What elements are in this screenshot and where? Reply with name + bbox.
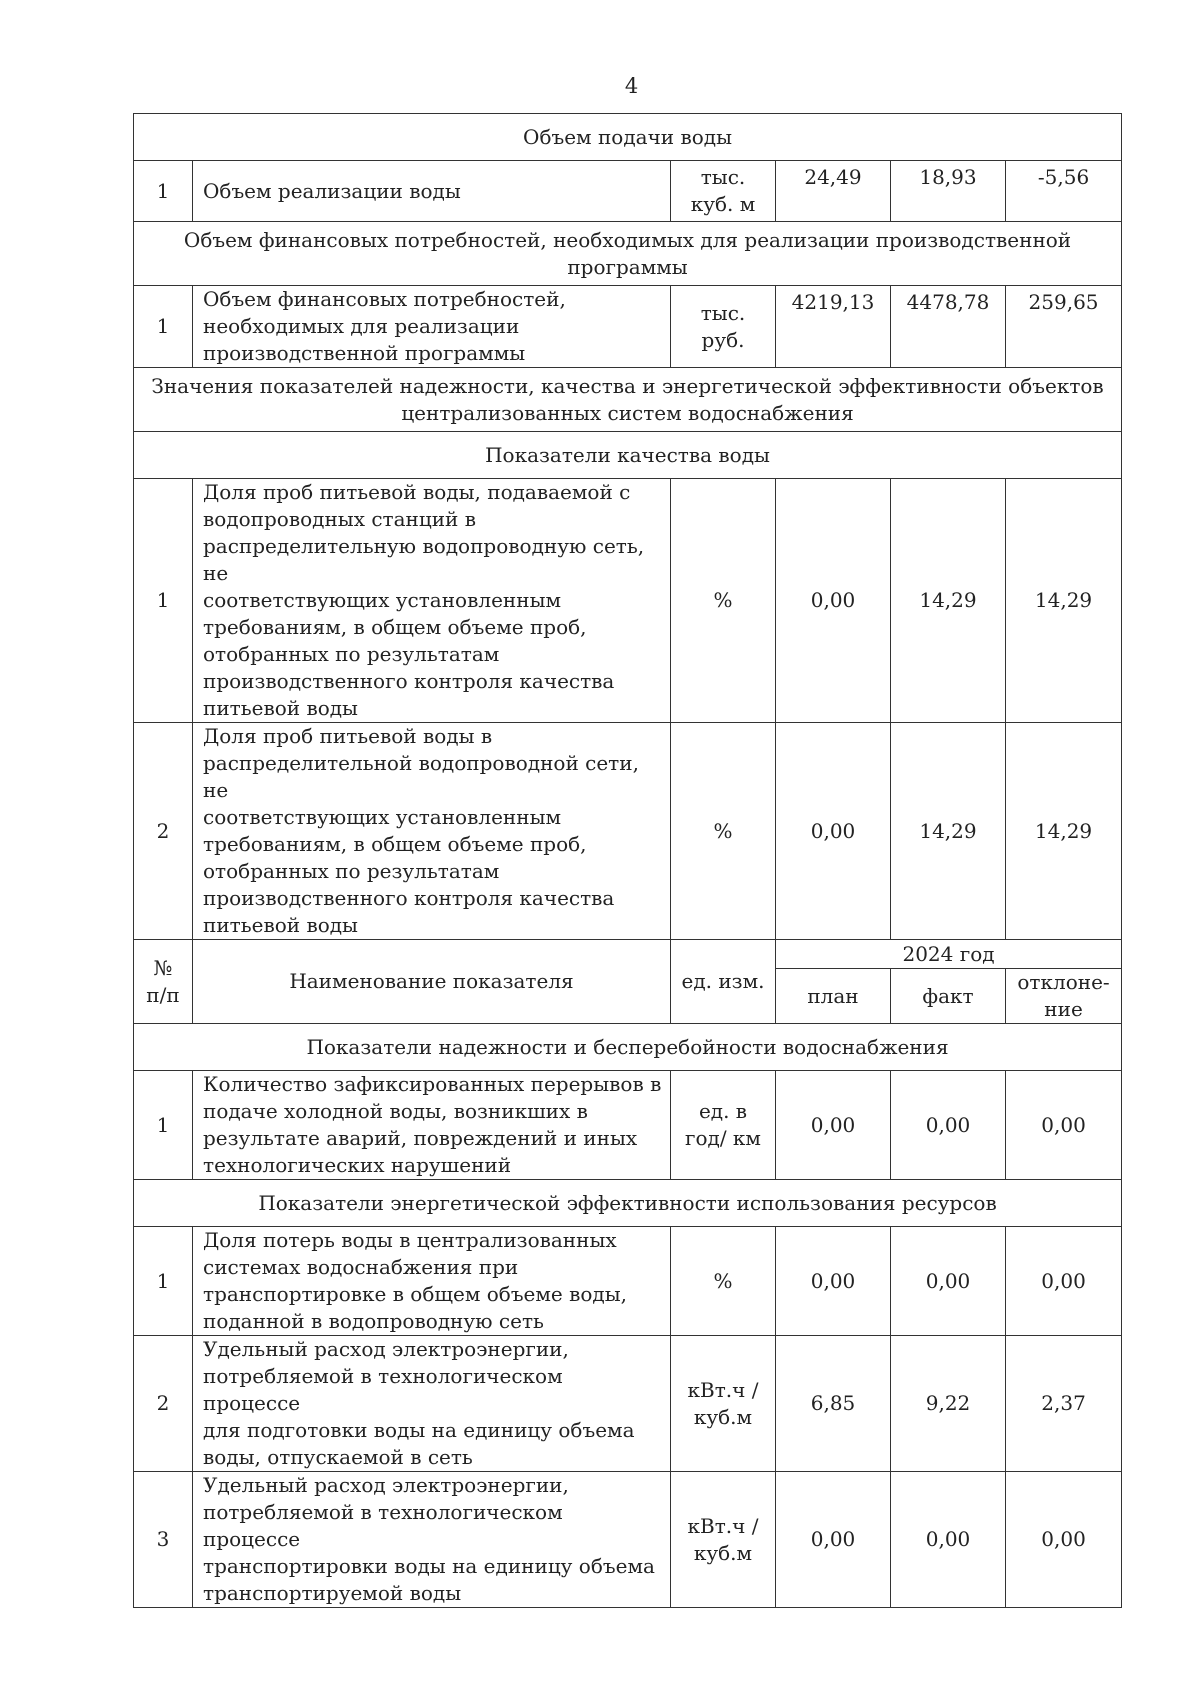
plan-value: 0,00 [776, 1472, 891, 1608]
plan-value: 0,00 [776, 479, 891, 723]
table-row [134, 723, 1122, 940]
indicator-name: Объем финансовых потребностей, необходимых для реализации производственной программы [193, 286, 671, 368]
plan-value: 0,00 [776, 1071, 891, 1180]
page-number: 4 [624, 74, 639, 98]
row-number: 1 [134, 286, 193, 368]
row-number: 1 [134, 479, 193, 723]
plan-value: 0,00 [776, 723, 891, 940]
deviation-value: 2,37 [1006, 1336, 1122, 1472]
table-row [134, 1472, 1122, 1608]
table-row [134, 1336, 1122, 1472]
header-row [134, 940, 1122, 969]
deviation-value: 14,29 [1006, 723, 1122, 940]
unit-cell: тыс. куб. м [671, 161, 776, 222]
deviation-value: 14,29 [1006, 479, 1122, 723]
unit-cell: кВт.ч / куб.м [671, 1336, 776, 1472]
table-row [134, 1071, 1122, 1180]
plan-value: 0,00 [776, 1227, 891, 1336]
fact-value: 14,29 [891, 479, 1006, 723]
fact-value: 9,22 [891, 1336, 1006, 1472]
section-row [134, 222, 1122, 286]
deviation-value: 0,00 [1006, 1472, 1122, 1608]
unit-cell: ед. в год/ км [671, 1071, 776, 1180]
section-row [134, 1024, 1122, 1071]
header-plan: план [776, 969, 891, 1024]
indicator-name: Доля проб питьевой воды в распределительной водопроводной сети, не соответствующих установленным требованиям, в общем объеме проб, отобранных по результатам производственного контроля качества питьевой воды [193, 723, 671, 940]
section-title-finance: Объем финансовых потребностей, необходимых для реализации производственной программы [134, 222, 1122, 286]
deviation-value: -5,56 [1006, 161, 1122, 222]
deviation-value: 0,00 [1006, 1071, 1122, 1180]
indicator-name: Количество зафиксированных перерывов в подаче холодной воды, возникших в результате аварий, повреждений и иных технологических нарушений [193, 1071, 671, 1180]
row-number: 3 [134, 1472, 193, 1608]
section-row [134, 1180, 1122, 1227]
table-row [134, 1227, 1122, 1336]
row-number: 1 [134, 161, 193, 222]
indicator-name: Удельный расход электроэнергии, потребляемой в технологическом процессе для подготовки воды на единицу объема воды, отпускаемой в сеть [193, 1336, 671, 1472]
deviation-value: 0,00 [1006, 1227, 1122, 1336]
header-num: № п/п [134, 940, 193, 1024]
plan-value: 6,85 [776, 1336, 891, 1472]
header-year: 2024 год [776, 940, 1122, 969]
table-row [134, 161, 1122, 222]
section-title-supply: Объем подачи воды [134, 114, 1122, 161]
fact-value: 0,00 [891, 1227, 1006, 1336]
section-row [134, 368, 1122, 432]
fact-value: 18,93 [891, 161, 1006, 222]
indicator-name: Объем реализации воды [193, 161, 671, 222]
deviation-value: 259,65 [1006, 286, 1122, 368]
indicator-name: Доля потерь воды в централизованных системах водоснабжения при транспортировке в общем объеме воды, поданной в водопроводную сеть [193, 1227, 671, 1336]
row-number: 1 [134, 1071, 193, 1180]
header-name: Наименование показателя [193, 940, 671, 1024]
header-unit: ед. изм. [671, 940, 776, 1024]
unit-cell: тыс. руб. [671, 286, 776, 368]
fact-value: 0,00 [891, 1472, 1006, 1608]
fact-value: 14,29 [891, 723, 1006, 940]
unit-cell: % [671, 723, 776, 940]
unit-cell: % [671, 479, 776, 723]
row-number: 2 [134, 1336, 193, 1472]
header-fact: факт [891, 969, 1006, 1024]
table-row [134, 286, 1122, 368]
indicator-name: Удельный расход электроэнергии, потребляемой в технологическом процессе транспортировки воды на единицу объема транспортируемой воды [193, 1472, 671, 1608]
plan-value: 4219,13 [776, 286, 891, 368]
section-title-quality: Показатели качества воды [134, 432, 1122, 479]
indicators-table [133, 113, 1122, 1608]
section-row [134, 114, 1122, 161]
fact-value: 4478,78 [891, 286, 1006, 368]
indicator-name: Доля проб питьевой воды, подаваемой с водопроводных станций в распределительную водопроводную сеть, не соответствующих установленным требованиям, в общем объеме проб, отобранных по результатам производственного контроля качества питьевой воды [193, 479, 671, 723]
row-number: 1 [134, 1227, 193, 1336]
section-title-reliability: Показатели надежности и бесперебойности водоснабжения [134, 1024, 1122, 1071]
section-title-energy: Показатели энергетической эффективности использования ресурсов [134, 1180, 1122, 1227]
section-row [134, 432, 1122, 479]
plan-value: 24,49 [776, 161, 891, 222]
fact-value: 0,00 [891, 1071, 1006, 1180]
unit-cell: % [671, 1227, 776, 1336]
unit-cell: кВт.ч / куб.м [671, 1472, 776, 1608]
header-deviation: отклоне- ние [1006, 969, 1122, 1024]
table-row [134, 479, 1122, 723]
indicators-title: Значения показателей надежности, качества и энергетической эффективности объектов централизованных систем водоснабжения [134, 368, 1122, 432]
row-number: 2 [134, 723, 193, 940]
